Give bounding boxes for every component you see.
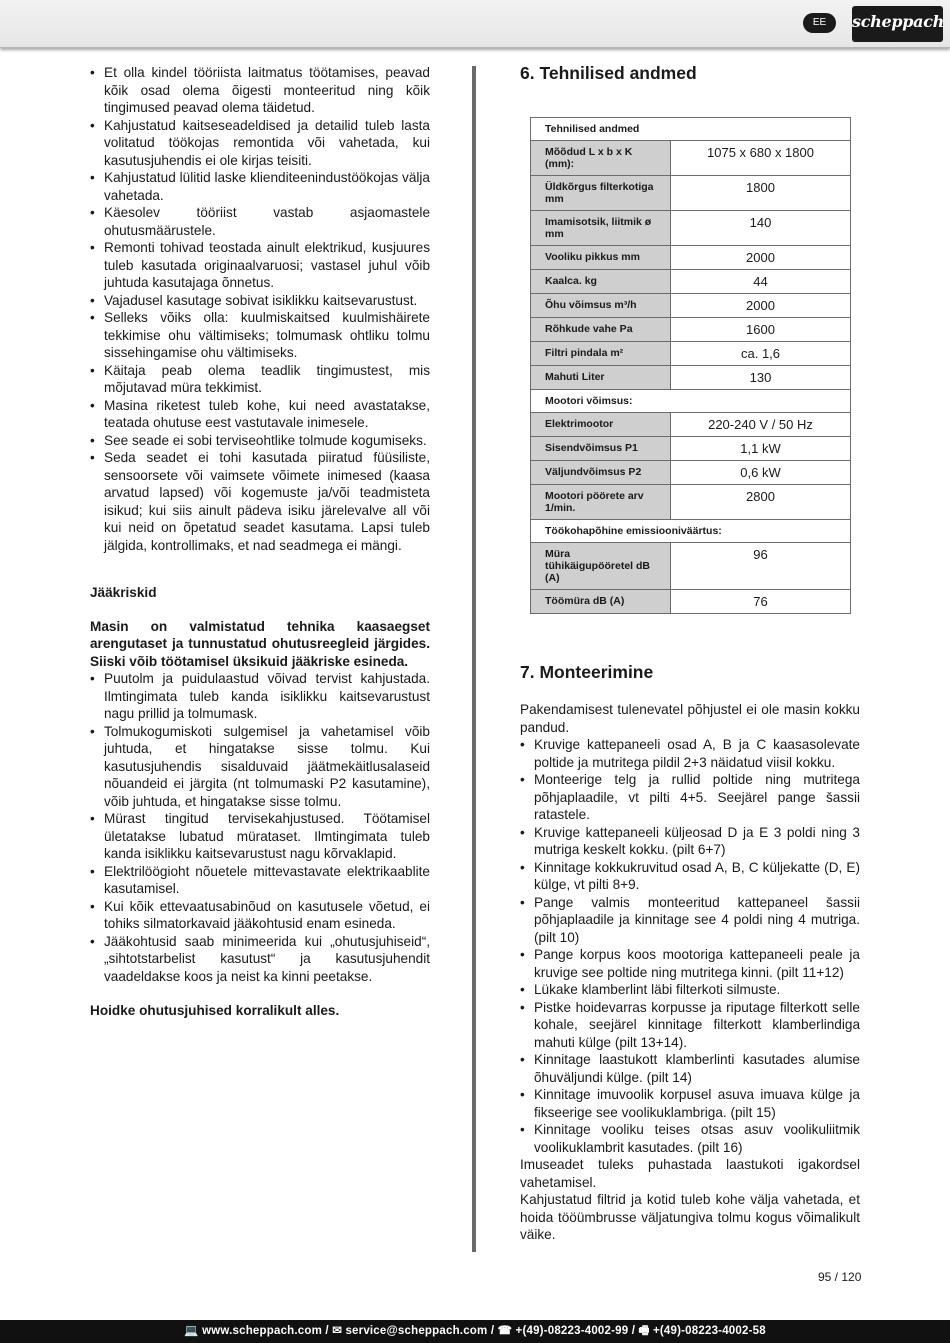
table-row (531, 318, 851, 342)
table-row (531, 413, 851, 437)
table-header-row (531, 118, 851, 141)
spec-value: 2000 (671, 246, 851, 270)
spec-label: Sisendvõimsus P1 (531, 437, 671, 461)
spec-label: Filtri pindala m² (531, 342, 671, 366)
list-item: • Kahjustatud lülitid laske klienditeenindustöökojas välja vahetada. (90, 169, 430, 204)
spec-label: Imamisotsik, liitmik ø mm (531, 211, 671, 246)
emission-header-row-cell: Töökohapõhine emissiooniväärtus: (531, 520, 851, 543)
spec-label: Õhu võimsus m³/h (531, 294, 671, 318)
list-item: • Pange korpus koos mootoriga kattepaneeli peale ja kruvige see poltide ning mutritega kinni. (pilt 11+12) (520, 946, 860, 981)
list-item: • Kruvige kattepaneeli osad A, B ja C kaasasolevate poltide ja mutritega pildil 2+3 näidatud viisil kokku. (520, 736, 860, 771)
list-item: • Monteerige telg ja rullid poltide ning mutritega põhjaplaadile, vt pilti 4+5. Seejärel pange šassii ratastele. (520, 771, 860, 824)
table-row (531, 437, 851, 461)
motor-header-row-cell: Mootori võimsus: (531, 390, 851, 413)
spec-value: 1075 x 680 x 1800 (671, 141, 851, 176)
list-item: • Kruvige kattepaneeli küljeosad D ja E 3 poldi ning 3 mutriga keskelt kokku. (pilt 6+7) (520, 824, 860, 859)
list-item: • Kinnitage kokkukruvitud osad A, B, C küljekatte (D, E) külge, vt pilti 8+9. (520, 859, 860, 894)
spec-value: 220-240 V / 50 Hz (671, 413, 851, 437)
assembly-note-cleaning: Imuseadet tuleks puhastada laastukoti igakordsel vahetamisel. (520, 1157, 860, 1190)
spec-value: 76 (671, 590, 851, 614)
residual-risks-list (90, 670, 430, 985)
table-row (531, 294, 851, 318)
spec-value: 1800 (671, 176, 851, 211)
table-row (531, 176, 851, 211)
safety-list (90, 64, 430, 554)
list-item: • Kui kõik ettevaatusabinõud on kasutusele võetud, ei tohiks silmatorkavaid jääkohtusid enam esineda. (90, 898, 430, 933)
spec-value: 2000 (671, 294, 851, 318)
list-item: • Kinnitage vooliku teises otsas asuv voolikuliitmik voolikuklambrit kasutades. (pilt 16) (520, 1121, 860, 1156)
assembly-intro: Pakendamisest tulenevatel põhjustel ei ole masin kokku pandud. (520, 702, 860, 735)
spec-value: 44 (671, 270, 851, 294)
spec-value: 2800 (671, 485, 851, 520)
brand-logo-text: scheppach (852, 12, 944, 31)
left-column (90, 64, 430, 1020)
list-item: • Seda seadet ei tohi kasutada piiratud füüsiliste, sensoorsete või vaimsete võimete inimesed (kaasa arvatud lapsed) või kogemuste ja/või teadmisteta isikud; kui siis ainult pädeva isiku järelevalve all või kui neid on õpetatud seadet kasutama. Lapsi tuleb jälgida, kontrollimaks, et nad seadmega ei mängi. (90, 449, 430, 554)
list-item: • Käesolev tööriist vastab asjaomastele ohutusmäärustele. (90, 204, 430, 239)
list-item: • Et olla kindel tööriista laitmatus töötamises, peavad kõik osad olema õigesti monteeritud ning kõik tingimused peavad olema täidetud. (90, 64, 430, 117)
table-row (531, 211, 851, 246)
list-item: • Lükake klamberlint läbi filterkoti silmuste. (520, 981, 860, 999)
page-number: 95 / 120 (818, 1270, 862, 1284)
section-6-title: 6. Tehnilised andmed (520, 63, 697, 83)
table-header-row-cell: Tehnilised andmed (531, 118, 851, 141)
spec-value: 96 (671, 543, 851, 590)
spec-label: Müra tühikäigupööretel dB (A) (531, 543, 671, 590)
list-item: • Elektrilöögioht nõuetele mittevastavate elektrikaablite kasutamisel. (90, 863, 430, 898)
emission-header-row (531, 520, 851, 543)
right-column (520, 62, 860, 1244)
list-item: • See seade ei sobi terviseohtlike tolmude kogumiseks. (90, 432, 430, 450)
list-item: • Jääkohtusid saab minimeerida kui „ohutusjuhiseid“, „sihtotstarbelist kasutust“ ja kasutusjuhendit vaadeldakse koos ja neist ka kinni peetakse. (90, 933, 430, 986)
list-item: • Kinnitage imuvoolik korpusel asuva imuava külge ja fikseerige see voolikuklambriga. (pilt 15) (520, 1086, 860, 1121)
list-item: • Pistke hoidevarras korpusse ja riputage filterkott selle kohale, seejärel kinnitage filterkott klamberlindiga mahuti külge (pilt 13+14). (520, 999, 860, 1052)
table-row (531, 270, 851, 294)
list-item: • Kahjustatud kaitseseadeldised ja detailid tuleb lasta volitatud töökojas remontida või vahetada, kui kasutusjuhendis ei ole kirjas teisiti. (90, 117, 430, 170)
assembly-steps-list (520, 736, 860, 1156)
table-row (531, 342, 851, 366)
list-item: • Masina riketest tuleb kohe, kui need avastatakse, teatada ohutuse eest vastutavale inimesele. (90, 397, 430, 432)
table-row (531, 366, 851, 390)
list-item: • Tolmukogumiskoti sulgemisel ja vahetamisel võib juhtuda, et hingatakse sisse tolmu. Kui kasutusjuhendis sisalduvaid jäätmekäitlusalaseid nõuandeid ei järgita (nt tolmumaski P2 kasutamine), võib juhtuda, et hingatakse sisse tolmu. (90, 723, 430, 811)
list-item: • Vajadusel kasutage sobivat isiklikku kaitsevarustust. (90, 292, 430, 310)
spec-value: 1,1 kW (671, 437, 851, 461)
spec-value: ca. 1,6 (671, 342, 851, 366)
table-row (531, 543, 851, 590)
list-item: • Käitaja peab olema teadlik tingimustest, mis mõjutavad müra tekkimist. (90, 362, 430, 397)
spec-label: Mootori pöörete arv 1/min. (531, 485, 671, 520)
residual-risks-heading: Jääkriskid (90, 585, 157, 600)
assembly-note-filters: Kahjustatud filtrid ja kotid tuleb kohe välja vahetada, et hoida tööümbrusse väljatungiva tolmu kogus võimalikult väike. (520, 1192, 860, 1242)
list-item: • Kinnitage laastukott klamberlinti kasutades alumise õhuväljundi külge. (pilt 14) (520, 1051, 860, 1086)
list-item: • Mürast tingitud tervisekahjustused. Töötamisel ületatakse lubatud mürataset. Ilmtingimata tuleb kanda isiklikku kaitsevarustust nagu kõrvaklapid. (90, 810, 430, 863)
spec-label: Kaalca. kg (531, 270, 671, 294)
section-7-title: 7. Monteerimine (520, 662, 654, 682)
spec-label: Töömüra dB (A) (531, 590, 671, 614)
spec-value: 0,6 kW (671, 461, 851, 485)
list-item: • Selleks võiks olla: kuulmiskaitsed kuulmishäirete tekkimise ohu vältimiseks; tolmumask ohtliku tolmu sissehingamise ohu vältimiseks. (90, 309, 430, 362)
spec-value: 140 (671, 211, 851, 246)
spec-label: Mahuti Liter (531, 366, 671, 390)
page-header (0, 0, 950, 48)
residual-risks-intro: Masin on valmistatud tehnika kaasaegset arengutaset ja tunnustatud ohutusreegleid järgides. Siiski võib töötamisel üksikuid jääkriske esineda. (90, 618, 430, 669)
language-badge: EE (803, 13, 836, 33)
table-row (531, 461, 851, 485)
spec-label: Rõhkude vahe Pa (531, 318, 671, 342)
table-row (531, 590, 851, 614)
table-row (531, 246, 851, 270)
brand-logo (852, 6, 943, 42)
list-item: • Pange valmis monteeritud kattepaneel šassii põhjaplaadile ja kinnitage see 4 poldi ning 4 mutriga. (pilt 10) (520, 894, 860, 947)
technical-data-table (530, 117, 851, 614)
spec-label: Elektrimootor (531, 413, 671, 437)
table-row (531, 141, 851, 176)
keep-instructions-note: Hoidke ohutusjuhised korralikult alles. (90, 1003, 340, 1018)
contact-footer: 💻 www.scheppach.com / ✉ service@scheppach.com / ☎ +(49)-08223-4002-99 / 🖷 +(49)-08223-4002-58 (0, 1320, 950, 1343)
column-divider (472, 66, 476, 1252)
spec-label: Mõõdud L x b x K (mm): (531, 141, 671, 176)
motor-header-row (531, 390, 851, 413)
spec-value: 1600 (671, 318, 851, 342)
spec-label: Üldkõrgus filterkotiga mm (531, 176, 671, 211)
spec-label: Väljundvõimsus P2 (531, 461, 671, 485)
list-item: • Puutolm ja puidulaastud võivad tervist kahjustada. Ilmtingimata tuleb kanda isiklikku kaitsevarustust nagu prillid ja tolmumask. (90, 670, 430, 723)
spec-label: Vooliku pikkus mm (531, 246, 671, 270)
table-row (531, 485, 851, 520)
spec-value: 130 (671, 366, 851, 390)
list-item: • Remonti tohivad teostada ainult elektrikud, kusjuures tuleb kasutada originaalvaruosi; vastasel juhul võib juhtuda kasutajaga õnnetus. (90, 239, 430, 292)
